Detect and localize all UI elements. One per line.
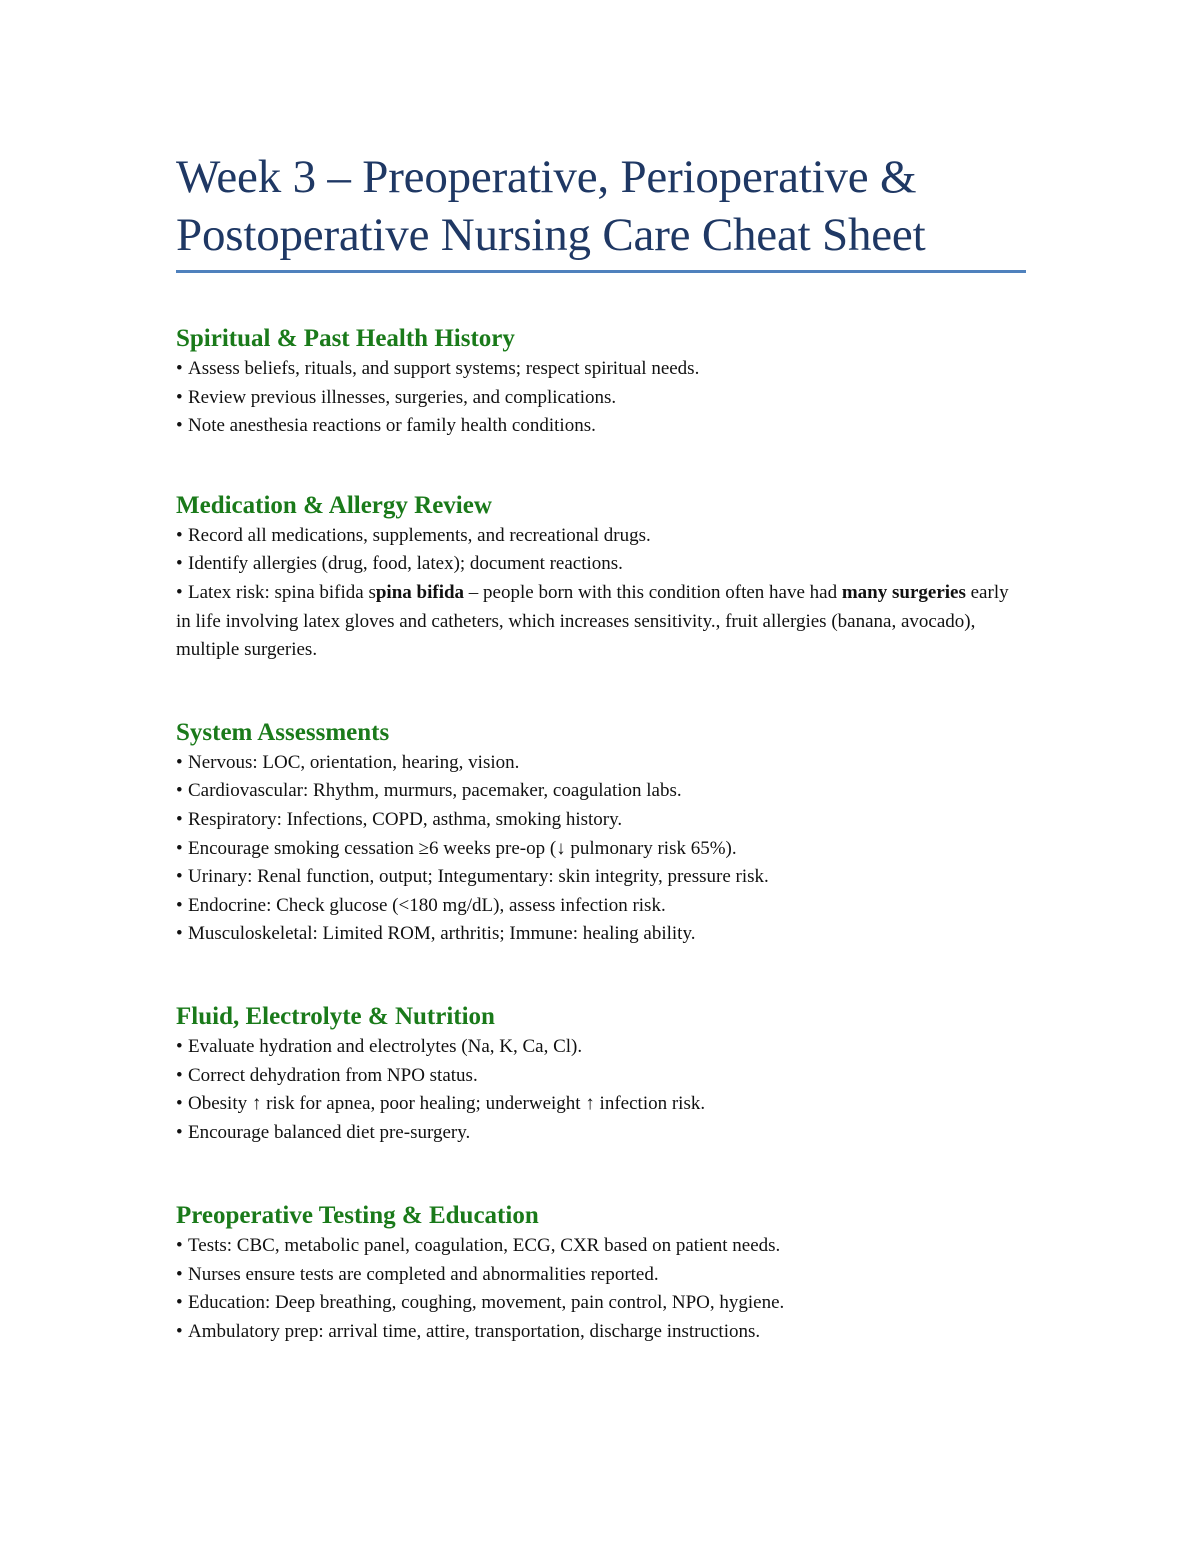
list-item: • Nurses ensure tests are completed and abnormalities reported.: [176, 1261, 1026, 1290]
list-item: • Musculoskeletal: Limited ROM, arthritis; Immune: healing ability.: [176, 920, 1026, 949]
bullet-icon: •: [176, 1292, 183, 1314]
bullet-icon: •: [176, 1035, 183, 1057]
title-line-1: Week 3 – Preoperative, Perioperative &: [176, 151, 917, 203]
list-item: • Nervous: LOC, orientation, hearing, vision.: [176, 749, 1026, 778]
list-item: • Respiratory: Infections, COPD, asthma, smoking history.: [176, 806, 1026, 835]
bullet-icon: •: [176, 581, 183, 603]
bullet-icon: •: [176, 1093, 183, 1115]
list-item: • Education: Deep breathing, coughing, movement, pain control, NPO, hygiene.: [176, 1289, 1026, 1318]
section-heading: Spiritual & Past Health History: [176, 325, 515, 352]
bullet-icon: •: [176, 866, 183, 888]
bullet-icon: •: [176, 894, 183, 916]
bullet-icon: •: [176, 415, 183, 437]
list-item: • Note anesthesia reactions or family health conditions.: [176, 412, 1026, 441]
section-medication-allergy: [176, 490, 1026, 665]
bullet-list: [176, 1033, 1026, 1147]
page-title: [176, 148, 1026, 273]
bullet-icon: •: [176, 837, 183, 859]
section-spiritual-history: [176, 323, 1026, 441]
bullet-icon: •: [176, 1064, 183, 1086]
bullet-icon: •: [176, 923, 183, 945]
list-item: • Evaluate hydration and electrolytes (Na, K, Ca, Cl).: [176, 1033, 1026, 1062]
title-line-2: Postoperative Nursing Care Cheat Sheet: [176, 209, 926, 261]
list-item: • Assess beliefs, rituals, and support systems; respect spiritual needs.: [176, 355, 1026, 384]
bullet-icon: •: [176, 1263, 183, 1285]
bullet-icon: •: [176, 358, 183, 379]
section-heading: Preoperative Testing & Education: [176, 1202, 539, 1230]
list-item: • Record all medications, supplements, and recreational drugs.: [176, 522, 1026, 551]
bold-term: many surgeries: [841, 581, 966, 603]
list-item: • Correct dehydration from NPO status.: [176, 1062, 1026, 1091]
section-preop-testing: [176, 1200, 1026, 1346]
bullet-list: [176, 355, 1026, 441]
bullet-icon: •: [176, 808, 183, 830]
section-heading: Fluid, Electrolyte & Nutrition: [176, 1002, 495, 1030]
list-item: • Endocrine: Check glucose (<180 mg/dL), assess infection risk.: [176, 892, 1026, 921]
list-item: • Cardiovascular: Rhythm, murmurs, pacemaker, coagulation labs.: [176, 777, 1026, 806]
bullet-icon: •: [176, 1235, 183, 1257]
list-item: • Ambulatory prep: arrival time, attire, transportation, discharge instructions.: [176, 1318, 1026, 1347]
bullet-icon: •: [176, 751, 183, 773]
bullet-icon: •: [176, 1121, 183, 1143]
bullet-icon: •: [176, 553, 183, 575]
bullet-list: [176, 749, 1026, 949]
section-heading: Medication & Allergy Review: [176, 491, 492, 519]
latex-risk-item: • Latex risk: spina bifida spina bifida – people born with this condition often have had many surgeries early in life involving latex gloves and catheters, which increases sensitivity., fruit allergies (banana, avocado), multiple surgeries.: [176, 579, 1026, 665]
section-system-assessments: [176, 717, 1026, 949]
bullet-icon: •: [176, 780, 183, 802]
section-fluid-electrolyte: [176, 1001, 1026, 1147]
bullet-list: [176, 1232, 1026, 1346]
list-item: • Urinary: Renal function, output; Integumentary: skin integrity, pressure risk.: [176, 863, 1026, 892]
bullet-icon: •: [176, 386, 183, 408]
list-item: • Tests: CBC, metabolic panel, coagulation, ECG, CXR based on patient needs.: [176, 1232, 1026, 1261]
section-heading: System Assessments: [176, 718, 390, 746]
list-item: • Review previous illnesses, surgeries, and complications.: [176, 384, 1026, 413]
bullet-icon: •: [176, 1321, 183, 1343]
document-page: [176, 148, 1026, 1347]
bullet-icon: •: [176, 524, 183, 546]
list-item: • Identify allergies (drug, food, latex); document reactions.: [176, 550, 1026, 579]
list-item: • Obesity ↑ risk for apnea, poor healing; underweight ↑ infection risk.: [176, 1090, 1026, 1119]
list-item: • Encourage balanced diet pre-surgery.: [176, 1119, 1026, 1148]
list-item: • Encourage smoking cessation ≥6 weeks pre-op (↓ pulmonary risk 65%).: [176, 835, 1026, 864]
bold-term: pina bifida: [375, 581, 465, 603]
bullet-list: [176, 522, 1026, 665]
